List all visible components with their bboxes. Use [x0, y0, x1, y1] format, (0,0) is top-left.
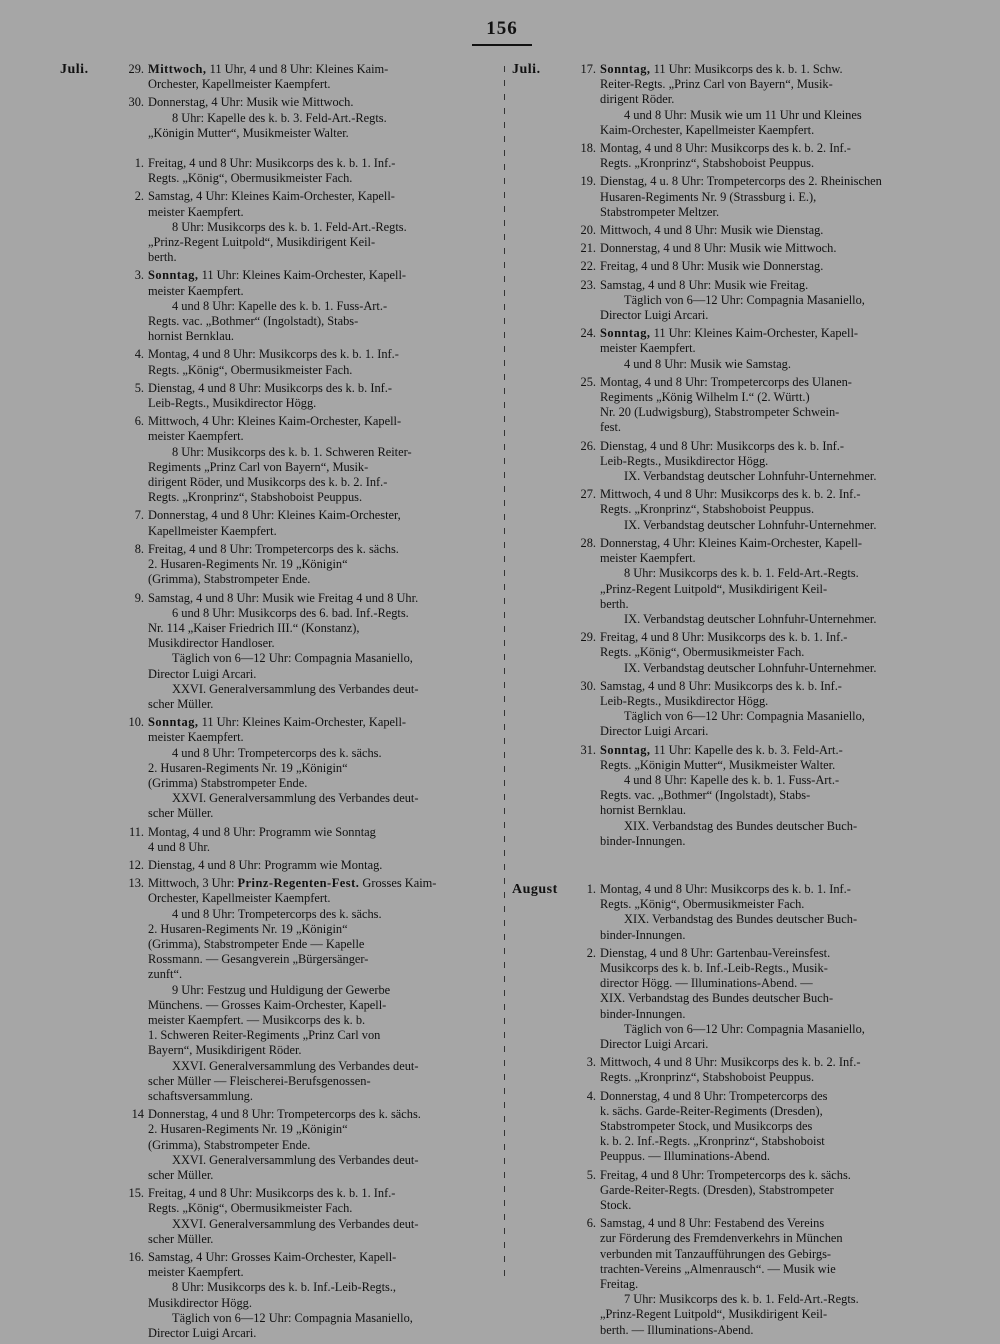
entry-line: Sonntag, 11 Uhr: Kleines Kaim-Orchester, Kapell- — [600, 326, 859, 341]
entry-line: Kapellmeister Kaempfert. — [148, 523, 277, 538]
entry-line: zur Förderung des Fremdenverkehrs in München — [600, 1231, 843, 1246]
entry-line: Stabstrompeter Stock, und Musikcorps des — [600, 1119, 813, 1133]
entry-line: scher Müller. — [148, 1168, 214, 1183]
entry-line: meister Kaempfert. — [148, 730, 244, 745]
day-number: 15. — [128, 1186, 144, 1201]
calendar-entry — [574, 1168, 952, 1214]
day-number: 2. — [586, 945, 596, 960]
entry-line: binder-Innungen. — [600, 833, 686, 848]
entry-line: Regts. „König“, Obermusikmeister Fach. — [600, 897, 805, 912]
entry-line: 8 Uhr: Musikcorps des k. b. 1. Feld-Art.-Regts. — [172, 219, 407, 234]
calendar-entry — [574, 223, 952, 238]
month-label: Juli. — [60, 62, 89, 77]
entry-line: Samstag, 4 und 8 Uhr: Festabend des Vereins — [600, 1216, 825, 1231]
entry-line: Stabstrompeter Meltzer. — [600, 204, 720, 219]
entry-line: meister Kaempfert. — [600, 341, 696, 356]
calendar-entry — [122, 876, 500, 1104]
entry-line: IX. Verbandstag deutscher Lohnfuhr-Unternehmer. — [624, 611, 877, 626]
entry-line: Regts. vac. „Bothmer“ (Ingolstadt), Stabs- — [148, 314, 359, 329]
calendar-entry — [574, 326, 952, 372]
entry-line: meister Kaempfert. — Musikcorps des k. b. — [148, 1012, 366, 1027]
entry-line: hornist Bernklau. — [148, 329, 235, 344]
entry-line: (Grimma) Stabstrompeter Ende. — [148, 775, 308, 790]
calendar-entry — [574, 375, 952, 436]
day-number: 12. — [128, 857, 144, 872]
entry-line: Täglich von 6—12 Uhr: Compagnia Masaniello, — [624, 292, 865, 307]
month-group — [512, 62, 952, 849]
calendar-entry — [574, 174, 952, 220]
entry-line: Nr. 20 (Ludwigsburg), Stabstrompeter Schwein- — [600, 405, 840, 420]
day-number: 25. — [580, 374, 596, 389]
entry-line: Dienstag, 4 und 8 Uhr: Musikcorps des k. b. Inf.- — [148, 380, 392, 395]
entry-line: IX. Verbandstag deutscher Lohnfuhr-Unternehmer. — [624, 469, 877, 484]
entry-line: Donnerstag, 4 und 8 Uhr: Musik wie Mittwoch. — [600, 241, 837, 256]
day-number: 28. — [580, 535, 596, 550]
day-number: 17. — [580, 62, 596, 76]
entry-line: (Grimma), Stabstrompeter Ende. — [148, 572, 311, 587]
entry-list — [122, 62, 500, 1341]
entry-line: Regts. „König“, Obermusikmeister Fach. — [148, 362, 353, 377]
entry-line: Orchester, Kapellmeister Kaempfert. — [148, 891, 331, 906]
entry-line: 7 Uhr: Musikcorps des k. b. 1. Feld-Art.-Regts. — [624, 1292, 859, 1307]
month-label: Juli. — [512, 62, 541, 77]
day-number: 1. — [134, 156, 144, 171]
entry-line: director Högg. — Illuminations-Abend. — — [600, 976, 813, 991]
calendar-entry — [122, 347, 500, 377]
calendar-entry — [122, 1250, 500, 1341]
entry-line: binder-Innungen. — [600, 1006, 686, 1021]
entry-line: verbunden mit Tanzaufführungen des Gebirgs- — [600, 1246, 832, 1261]
day-number: 16. — [128, 1250, 144, 1265]
right-column — [512, 62, 952, 1341]
entry-line: Regts. „Kronprinz“, Stabshoboist Peuppus. — [600, 156, 815, 171]
entry-line: Sonntag, 11 Uhr: Kleines Kaim-Orchester, Kapell- — [148, 268, 407, 283]
entry-line: Dienstag, 4 und 8 Uhr: Programm wie Montag. — [148, 857, 383, 872]
entry-line: 2. Husaren-Regiments Nr. 19 „Königin“ — [148, 557, 348, 572]
month-group — [60, 62, 500, 1341]
day-number: 7. — [134, 508, 144, 523]
entry-line: Rossmann. — Gesangverein „Bürgersänger- — [148, 952, 369, 967]
calendar-entry — [122, 95, 500, 141]
entry-line: 8 Uhr: Musikcorps des k. b. 1. Feld-Art.-Regts. — [624, 566, 859, 581]
entry-spacer — [122, 144, 500, 156]
entry-line: Regts. „Kronprinz“, Stabshoboist Peuppus. — [600, 502, 815, 517]
entry-line: 2. Husaren-Regiments Nr. 19 „Königin“ — [148, 1122, 348, 1137]
entry-line: Regts. „Königin Mutter“, Musikmeister Walter. — [600, 757, 836, 772]
entry-line: scher Müller. — [148, 1231, 214, 1246]
entry-line: Mittwoch, 4 Uhr: Kleines Kaim-Orchester, Kapell- — [148, 414, 402, 429]
calendar-entry — [122, 1186, 500, 1247]
entry-line: IX. Verbandstag deutscher Lohnfuhr-Unternehmer. — [624, 517, 877, 532]
entry-line: 1. Schweren Reiter-Regiments „Prinz Carl von — [148, 1028, 381, 1043]
entry-line: Donnerstag, 4 Uhr: Musik wie Mittwoch. — [148, 95, 354, 110]
entry-line: Musikcorps des k. b. Inf.-Leib-Regts., Musik- — [600, 960, 828, 975]
calendar-entry — [122, 414, 500, 505]
entry-line: Freitag, 4 und 8 Uhr: Musikcorps des k. b. 1. Inf.- — [148, 156, 396, 171]
entry-line: Mittwoch, 11 Uhr, 4 und 8 Uhr: Kleines Kaim- — [148, 62, 389, 76]
day-number: 30. — [580, 678, 596, 693]
entry-list — [574, 62, 952, 849]
entry-line: Samstag, 4 und 8 Uhr: Musik wie Freitag. — [600, 277, 809, 292]
entry-line: Director Luigi Arcari. — [148, 666, 257, 681]
calendar-entry — [574, 141, 952, 171]
calendar-entry — [574, 259, 952, 274]
entry-line: meister Kaempfert. — [148, 283, 244, 298]
entry-line: meister Kaempfert. — [148, 1265, 244, 1280]
entry-line: berth. — [600, 596, 629, 611]
calendar-entry — [122, 156, 500, 186]
entry-line: Sonntag, 11 Uhr: Musikcorps des k. b. 1. Schw. — [600, 62, 843, 76]
day-number: 10. — [128, 715, 144, 730]
day-number: 2. — [134, 189, 144, 204]
entry-list — [574, 882, 952, 1338]
day-number: 31. — [580, 742, 596, 757]
entry-line: Freitag, 4 und 8 Uhr: Trompetercorps des k. sächs. — [148, 541, 399, 556]
entry-line: berth. — [148, 250, 177, 265]
entry-line: Director Luigi Arcari. — [600, 308, 709, 323]
day-number: 23. — [580, 277, 596, 292]
group-spacer — [512, 852, 952, 882]
entry-line: Sonntag, 11 Uhr: Kleines Kaim-Orchester, Kapell- — [148, 715, 407, 730]
entry-line: Dienstag, 4 u. 8 Uhr: Trompetercorps des 2. Rheinischen — [600, 174, 882, 189]
entry-line: Leib-Regts., Musikdirector Högg. — [600, 453, 769, 468]
entry-line: Montag, 4 und 8 Uhr: Musikcorps des k. b. 1. Inf.- — [148, 347, 399, 362]
day-number: 4. — [586, 1088, 596, 1103]
calendar-entry — [574, 743, 952, 849]
day-number: 26. — [580, 438, 596, 453]
day-number: 30. — [128, 95, 144, 110]
entry-line: Donnerstag, 4 Uhr: Kleines Kaim-Orchester, Kapell- — [600, 535, 863, 550]
calendar-entry — [122, 189, 500, 265]
calendar-entry — [122, 858, 500, 873]
calendar-entry — [574, 679, 952, 740]
entry-line: Regts. vac. „Bothmer“ (Ingolstadt), Stabs- — [600, 788, 811, 803]
month-group — [512, 882, 952, 1338]
entry-line: scher Müller — Fleischerei-Berufsgenossen- — [148, 1073, 371, 1088]
day-number: 19. — [580, 174, 596, 189]
day-number: 11. — [128, 824, 144, 839]
calendar-entry — [574, 241, 952, 256]
calendar-entry — [574, 1216, 952, 1338]
entry-line: scher Müller. — [148, 696, 214, 711]
calendar-entry — [574, 946, 952, 1052]
entry-line: 8 Uhr: Musikcorps des k. b. 1. Schweren Reiter- — [172, 444, 412, 459]
entry-line: 4 und 8 Uhr. — [148, 839, 210, 854]
entry-line: Täglich von 6—12 Uhr: Compagnia Masaniello, — [172, 1310, 413, 1325]
entry-line: Freitag. — [600, 1277, 639, 1292]
entry-line: Regts. „Kronprinz“, Stabshoboist Peuppus. — [148, 490, 363, 505]
entry-line: Mittwoch, 4 und 8 Uhr: Musikcorps des k. b. 2. Inf.- — [600, 1055, 861, 1070]
entry-line: Nr. 114 „Kaiser Friedrich III.“ (Konstanz), — [148, 620, 360, 635]
column-divider — [504, 66, 505, 1276]
entry-line: Dienstag, 4 und 8 Uhr: Gartenbau-Vereinsfest. — [600, 945, 831, 960]
entry-line: XXVI. Generalversammlung des Verbandes deut- — [172, 1058, 419, 1073]
entry-line: 6 und 8 Uhr: Musikcorps des 6. bad. Inf.-Regts. — [172, 605, 409, 620]
day-number: 20. — [580, 223, 596, 238]
day-number: 6. — [134, 414, 144, 429]
entry-line: Regiments „Prinz Carl von Bayern“, Musik- — [148, 459, 369, 474]
calendar-entry — [122, 381, 500, 411]
entry-line: Dienstag, 4 und 8 Uhr: Musikcorps des k. b. Inf.- — [600, 438, 844, 453]
month-label: August — [512, 881, 558, 897]
bold-term: Sonntag, — [600, 326, 651, 341]
entry-line: schaftsversammlung. — [148, 1089, 253, 1103]
bold-term: Sonntag, — [600, 742, 651, 757]
entry-line: Münchens. — Grosses Kaim-Orchester, Kapell- — [148, 997, 387, 1012]
entry-line: Mittwoch, 4 und 8 Uhr: Musik wie Dienstag. — [600, 223, 824, 238]
day-number: 27. — [580, 487, 596, 502]
entry-line: Regts. „König“, Obermusikmeister Fach. — [148, 1201, 353, 1216]
entry-line: Freitag, 4 und 8 Uhr: Musikcorps des k. b. 1. Inf.- — [600, 630, 848, 645]
calendar-entry — [122, 1107, 500, 1183]
entry-line: Regiments „König Wilhelm I.“ (2. Württ.) — [600, 390, 810, 405]
bold-term: Sonntag, — [600, 62, 651, 76]
day-number: 1. — [586, 881, 596, 896]
calendar-entry — [122, 715, 500, 821]
day-number: 29. — [128, 62, 144, 76]
entry-line: berth. — Illuminations-Abend. — [600, 1322, 754, 1337]
entry-line: Musikdirector Högg. — [148, 1295, 252, 1310]
day-number: 9. — [134, 590, 144, 605]
entry-line: Montag, 4 und 8 Uhr: Trompetercorps des Ulanen- — [600, 374, 852, 389]
entry-line: dirigent Röder, und Musikcorps des k. b. 2. Inf.- — [148, 475, 388, 490]
entry-line: 4 und 8 Uhr: Musik wie um 11 Uhr und Kleines — [624, 107, 862, 122]
entry-line: Director Luigi Arcari. — [600, 724, 709, 739]
entry-line: Täglich von 6—12 Uhr: Compagnia Masaniello, — [624, 1021, 865, 1036]
entry-line: Freitag, 4 und 8 Uhr: Musik wie Donnerstag. — [600, 259, 824, 274]
entry-line: „Prinz-Regent Luitpold“, Musikdirigent Keil- — [600, 1307, 828, 1322]
calendar-entry — [122, 62, 500, 92]
entry-line: Freitag, 4 und 8 Uhr: Musikcorps des k. b. 1. Inf.- — [148, 1186, 396, 1201]
day-number: 14 — [131, 1107, 144, 1122]
bold-term: Prinz-Regenten-Fest. — [237, 876, 360, 891]
calendar-entry — [574, 1055, 952, 1085]
entry-line: Täglich von 6—12 Uhr: Compagnia Masaniello, — [172, 651, 413, 666]
entry-line: Regts. „Kronprinz“, Stabshoboist Peuppus. — [600, 1070, 815, 1085]
entry-line: XXVI. Generalversammlung des Verbandes deut- — [172, 681, 419, 696]
entry-line: 2. Husaren-Regiments Nr. 19 „Königin“ — [148, 921, 348, 936]
entry-line: Samstag, 4 Uhr: Kleines Kaim-Orchester, Kapell- — [148, 189, 395, 204]
calendar-entry — [122, 268, 500, 344]
calendar-entry — [574, 439, 952, 485]
entry-line: Montag, 4 und 8 Uhr: Musikcorps des k. b. 2. Inf.- — [600, 141, 851, 156]
day-number: 6. — [586, 1216, 596, 1231]
entry-line: „Prinz-Regent Luitpold“, Musikdirigent Keil- — [148, 235, 376, 250]
entry-line: 4 und 8 Uhr: Musik wie Samstag. — [624, 356, 791, 371]
entry-line: Donnerstag, 4 und 8 Uhr: Trompetercorps des — [600, 1088, 828, 1103]
bold-term: Mittwoch, — [148, 62, 207, 76]
entry-line: Peuppus. — Illuminations-Abend. — [600, 1149, 771, 1164]
entry-line: „Prinz-Regent Luitpold“, Musikdirigent Keil- — [600, 581, 828, 596]
entry-line: (Grimma), Stabstrompeter Ende — Kapelle — [148, 936, 365, 951]
calendar-entry — [574, 62, 952, 138]
entry-line: hornist Bernklau. — [600, 803, 687, 818]
entry-line: Donnerstag, 4 und 8 Uhr: Kleines Kaim-Orchester, — [148, 508, 401, 523]
entry-line: Regts. „König“, Obermusikmeister Fach. — [600, 645, 805, 660]
entry-line: Leib-Regts., Musikdirector Högg. — [148, 396, 317, 411]
day-number: 18. — [580, 141, 596, 156]
entry-line: XIX. Verbandstag des Bundes deutscher Buch- — [624, 818, 858, 833]
entry-line: Leib-Regts., Musikdirector Högg. — [600, 693, 769, 708]
day-number: 3. — [134, 268, 144, 283]
day-number: 8. — [134, 541, 144, 556]
entry-line: Reiter-Regts. „Prinz Carl von Bayern“, Musik- — [600, 77, 833, 92]
day-number: 29. — [580, 630, 596, 645]
calendar-entry — [122, 591, 500, 713]
calendar-entry — [574, 1089, 952, 1165]
entry-line: XXVI. Generalversammlung des Verbandes deut- — [172, 791, 419, 806]
entry-line: trachten-Vereins „Almenrausch“. — Musik wie — [600, 1261, 836, 1276]
calendar-entry — [574, 278, 952, 324]
entry-line: Orchester, Kapellmeister Kaempfert. — [148, 77, 331, 92]
entry-line: (Grimma), Stabstrompeter Ende. — [148, 1137, 311, 1152]
entry-line: 2. Husaren-Regiments Nr. 19 „Königin“ — [148, 760, 348, 775]
calendar-entry — [122, 542, 500, 588]
entry-line: Garde-Reiter-Regts. (Dresden), Stabstrompeter — [600, 1182, 834, 1197]
entry-line: binder-Innungen. — [600, 927, 686, 942]
entry-line: Regts. „König“, Obermusikmeister Fach. — [148, 171, 353, 186]
calendar-entry — [574, 536, 952, 627]
entry-line: Sonntag, 11 Uhr: Kapelle des k. b. 3. Feld-Art.- — [600, 742, 843, 757]
entry-line: Täglich von 6—12 Uhr: Compagnia Masaniello, — [624, 709, 865, 724]
entry-line: „Königin Mutter“, Musikmeister Walter. — [148, 125, 349, 140]
entry-line: XXVI. Generalversammlung des Verbandes deut- — [172, 1152, 419, 1167]
calendar-entry — [574, 487, 952, 533]
entry-line: Samstag, 4 und 8 Uhr: Musik wie Freitag 4 und 8 Uhr. — [148, 590, 419, 605]
entry-line: XIX. Verbandstag des Bundes deutscher Buch- — [624, 912, 858, 927]
entry-line: IX. Verbandstag deutscher Lohnfuhr-Unternehmer. — [624, 660, 877, 675]
day-number: 24. — [580, 326, 596, 341]
day-number: 22. — [580, 259, 596, 274]
calendar-entry — [122, 508, 500, 538]
entry-line: meister Kaempfert. — [600, 551, 696, 566]
entry-line: fest. — [600, 420, 621, 435]
entry-line: dirigent Röder. — [600, 92, 675, 107]
bold-term: Sonntag, — [148, 268, 199, 283]
entry-line: 4 und 8 Uhr: Trompetercorps des k. sächs. — [172, 906, 382, 921]
entry-line: Samstag, 4 Uhr: Grosses Kaim-Orchester, Kapell- — [148, 1250, 397, 1265]
entry-line: Freitag, 4 und 8 Uhr: Trompetercorps des k. sächs. — [600, 1167, 851, 1182]
day-number: 21. — [580, 241, 596, 256]
entry-line: k. b. 2. Inf.-Regts. „Kronprinz“, Stabshoboist — [600, 1134, 825, 1149]
day-number: 5. — [586, 1167, 596, 1182]
entry-line: Director Luigi Arcari. — [600, 1036, 709, 1051]
calendar-entry — [574, 882, 952, 943]
entry-line: 4 und 8 Uhr: Kapelle des k. b. 1. Fuss-Art.- — [172, 298, 388, 313]
calendar-entry — [122, 825, 500, 855]
entry-line: 8 Uhr: Kapelle des k. b. 3. Feld-Art.-Regts. — [172, 110, 387, 125]
entry-line: Montag, 4 und 8 Uhr: Musikcorps des k. b. 1. Inf.- — [600, 881, 851, 896]
entry-line: scher Müller. — [148, 806, 214, 821]
left-column — [60, 62, 500, 1344]
day-number: 5. — [134, 380, 144, 395]
day-number: 13. — [128, 876, 144, 891]
entry-line: XXVI. Generalversammlung des Verbandes deut- — [172, 1216, 419, 1231]
entry-line: 9 Uhr: Festzug und Huldigung der Gewerbe — [172, 982, 391, 997]
entry-line: 4 und 8 Uhr: Kapelle des k. b. 1. Fuss-Art.- — [624, 772, 840, 787]
page-number: 156 — [486, 18, 518, 39]
day-number: 3. — [586, 1055, 596, 1070]
bold-term: Sonntag, — [148, 715, 199, 730]
entry-line: Kaim-Orchester, Kapellmeister Kaempfert. — [600, 122, 815, 137]
entry-line: Montag, 4 und 8 Uhr: Programm wie Sonntag — [148, 824, 376, 839]
entry-line: Mittwoch, 3 Uhr: Prinz-Regenten-Fest. Grosses Kaim- — [148, 876, 437, 891]
entry-line: XIX. Verbandstag des Bundes deutscher Buch- — [600, 991, 834, 1006]
calendar-entry — [574, 630, 952, 676]
entry-line: zunft“. — [148, 967, 183, 982]
entry-line: Musikdirector Handloser. — [148, 636, 275, 651]
entry-line: Husaren-Regiments Nr. 9 (Strassburg i. E.), — [600, 189, 817, 204]
page-number-rule — [472, 44, 532, 46]
entry-line: 8 Uhr: Musikcorps des k. b. Inf.-Leib-Regts., — [172, 1280, 397, 1295]
entry-line: Bayern“, Musikdirigent Röder. — [148, 1043, 302, 1058]
entry-line: Samstag, 4 und 8 Uhr: Musikcorps des k. b. Inf.- — [600, 678, 842, 693]
entry-line: meister Kaempfert. — [148, 429, 244, 444]
entry-line: meister Kaempfert. — [148, 204, 244, 219]
entry-line: 4 und 8 Uhr: Trompetercorps des k. sächs. — [172, 745, 382, 760]
entry-line: Donnerstag, 4 und 8 Uhr: Trompetercorps des k. sächs. — [148, 1107, 421, 1122]
entry-line: Director Luigi Arcari. — [148, 1326, 257, 1341]
entry-line: Mittwoch, 4 und 8 Uhr: Musikcorps des k. b. 2. Inf.- — [600, 487, 861, 502]
entry-line: k. sächs. Garde-Reiter-Regiments (Dresden), — [600, 1103, 823, 1118]
day-number: 4. — [134, 347, 144, 362]
entry-line: Stock. — [600, 1198, 632, 1213]
